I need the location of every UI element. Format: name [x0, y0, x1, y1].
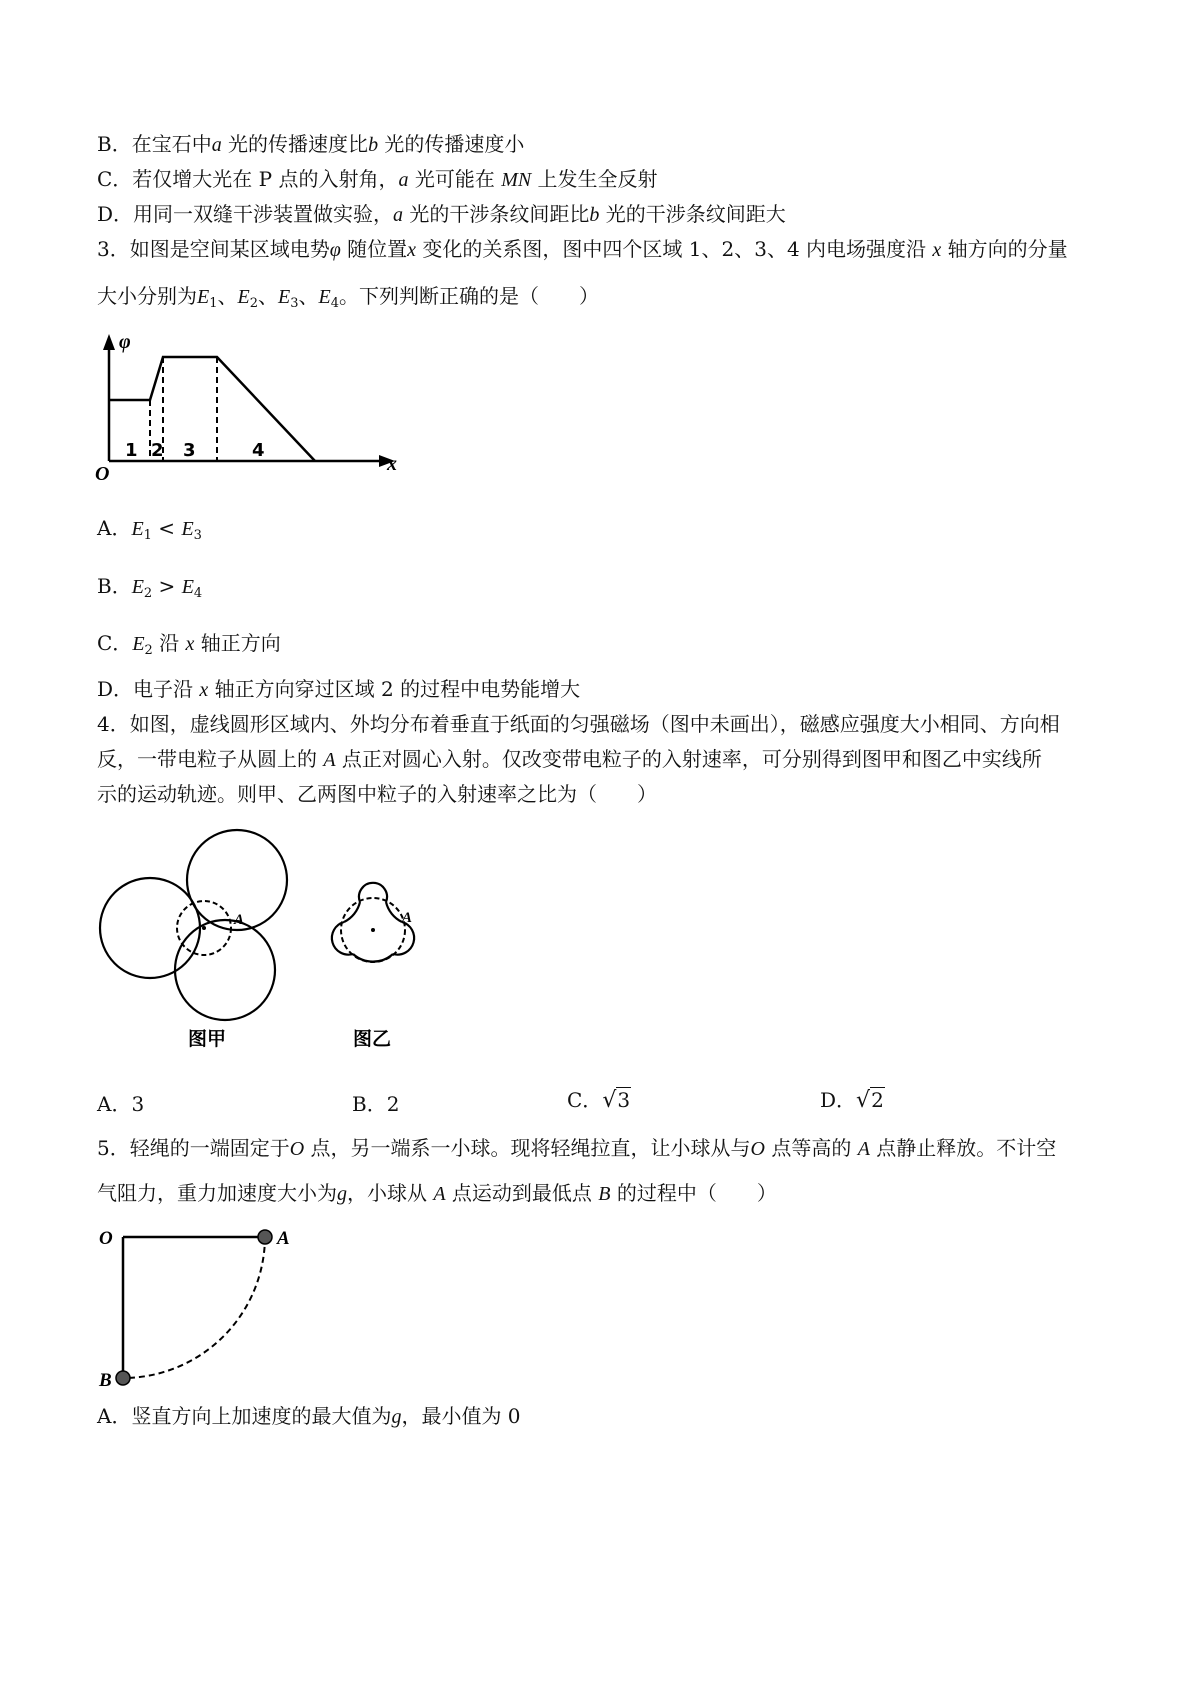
- subscript: 2: [144, 643, 153, 658]
- option-text: D．电子沿: [97, 677, 194, 701]
- option-text: 光的传播速度小: [378, 132, 525, 156]
- var-phi: φ: [329, 239, 341, 261]
- stem-text: 点静止释放。不计空: [869, 1136, 1057, 1160]
- sqrt-value: 3: [617, 1088, 631, 1112]
- var-a: A: [857, 1138, 870, 1160]
- var-g: g: [391, 1406, 402, 1428]
- option-text: ，最小值为 0: [401, 1404, 521, 1428]
- var-a: A: [323, 749, 336, 771]
- pendulum-figure: [95, 1215, 315, 1400]
- option-label: A．: [97, 516, 132, 540]
- q3-stem-line1: [97, 233, 1068, 262]
- option-label: C．: [97, 631, 133, 655]
- caption-jia: 图甲: [188, 1028, 227, 1050]
- stem-text: 随位置: [340, 237, 408, 261]
- var-mn: MN: [501, 169, 532, 191]
- ball-at-b: [116, 1371, 130, 1385]
- q2-option-c: [97, 163, 658, 192]
- var-e: E: [237, 286, 250, 308]
- var-e: E: [181, 576, 194, 598]
- var-o: O: [750, 1138, 765, 1160]
- trajectory-circle-bottom: [175, 920, 275, 1020]
- subscript: 1: [143, 528, 152, 543]
- subscript: 1: [209, 296, 218, 311]
- var-x: x: [199, 679, 209, 701]
- option-label: D．: [820, 1088, 857, 1112]
- var-a: a: [211, 134, 222, 156]
- q4-stem-line2: [97, 743, 1042, 772]
- figure-yi: [320, 860, 440, 1065]
- var-a: A: [433, 1183, 446, 1205]
- separator: 、: [298, 284, 319, 308]
- q5-stem-line1: [97, 1132, 1056, 1161]
- stem-text: 。下列判断正确的是（ ）: [339, 284, 599, 308]
- stem-text: 反，一带电粒子从圆上的: [97, 747, 317, 771]
- option-text: C．若仅增大光在 P 点的入射角，: [97, 167, 399, 191]
- region-3-label: 3: [183, 440, 196, 461]
- option-text: 轴正方向: [194, 631, 281, 655]
- q2-option-d: [97, 198, 786, 227]
- point-a-label: A: [402, 910, 413, 926]
- stem-text: 点，另一端系一小球。现将轻绳拉直，让小球从与: [304, 1136, 751, 1160]
- var-b: b: [368, 134, 379, 156]
- option-text: 光的干涉条纹间距大: [599, 202, 786, 226]
- var-a: a: [393, 204, 404, 226]
- var-e: E: [132, 633, 145, 655]
- stem-text: 点等高的: [765, 1136, 852, 1160]
- center-dot: [202, 926, 206, 930]
- point-o-label: O: [99, 1228, 113, 1249]
- option-text: 轴正方向穿过区域 2 的过程中电势能增大: [208, 677, 581, 701]
- q4-option-a: A．3: [97, 1092, 145, 1116]
- q2-option-b: [97, 128, 524, 157]
- var-a: a: [398, 169, 409, 191]
- stem-text: 变化的关系图，图中四个区域 1、2、3、4 内电场强度沿: [416, 237, 927, 261]
- var-x: x: [932, 239, 942, 261]
- caption-yi: 图乙: [353, 1028, 392, 1050]
- center-dot: [371, 928, 375, 932]
- region-2-label: 2: [151, 440, 164, 461]
- stem-text: 气阻力，重力加速度大小为: [97, 1181, 337, 1205]
- potential-graph: [95, 330, 425, 490]
- var-e: E: [197, 286, 210, 308]
- q3-option-d: [97, 673, 580, 702]
- stem-text: 大小分别为: [97, 284, 197, 308]
- var-e: E: [131, 576, 144, 598]
- ball-at-a: [258, 1230, 272, 1244]
- subscript: 3: [193, 528, 202, 543]
- q3-option-b: [97, 570, 202, 601]
- q3-stem-line2: [97, 280, 599, 311]
- var-b: B: [598, 1183, 611, 1205]
- trajectory-circle-left: [100, 878, 200, 978]
- region-4-label: 4: [252, 440, 265, 461]
- ball-trajectory-dashed: [123, 1237, 265, 1378]
- option-text: A．竖直方向上加速度的最大值为: [97, 1404, 392, 1428]
- sqrt-sign: √: [856, 1088, 871, 1113]
- q4-stem-line3: [97, 778, 657, 807]
- sqrt-value: 2: [871, 1088, 884, 1112]
- option-label: C．: [567, 1088, 603, 1112]
- var-o: O: [289, 1138, 305, 1160]
- phi-label: φ: [119, 331, 131, 353]
- var-b: b: [589, 204, 600, 226]
- option-label: B．: [97, 574, 132, 598]
- option-text: 上发生全反射: [531, 167, 658, 191]
- stem-text: 示的运动轨迹。则甲、乙两图中粒子的入射速率之比为（ ）: [97, 782, 657, 806]
- var-x: x: [407, 239, 417, 261]
- var-e: E: [318, 286, 331, 308]
- point-b-label: B: [99, 1370, 112, 1391]
- subscript: 3: [290, 296, 299, 311]
- origin-label: O: [95, 463, 110, 485]
- x-label: x: [387, 453, 397, 475]
- potential-curve: [109, 357, 315, 461]
- relation: <: [151, 516, 182, 540]
- stem-text: 点正对圆心入射。仅改变带电粒子的入射速率，可分别得到图甲和图乙中实线所: [335, 747, 1042, 771]
- q4-option-c: [567, 1084, 631, 1113]
- point-a-label: A: [234, 912, 245, 928]
- phi-axis-arrow: [103, 334, 115, 350]
- option-text: B．在宝石中: [97, 132, 212, 156]
- var-x: x: [185, 633, 195, 655]
- separator: 、: [217, 284, 238, 308]
- stem-text: 轴方向的分量: [941, 237, 1068, 261]
- q4-option-d: [820, 1084, 885, 1113]
- q4-option-b: B．2: [352, 1092, 400, 1116]
- q3-option-a: [97, 512, 202, 543]
- option-text: 光的干涉条纹间距比: [403, 202, 590, 226]
- stem-text: 4．如图，虚线圆形区域内、外均分布着垂直于纸面的匀强磁场（图中未画出），磁感应强度大小相同、方向相: [97, 712, 1060, 736]
- q5-stem-line2: [97, 1177, 777, 1206]
- stem-text: 的过程中（ ）: [610, 1181, 777, 1205]
- figure-jia: [92, 825, 302, 1065]
- q3-option-c: [97, 627, 281, 658]
- var-e: E: [181, 518, 194, 540]
- subscript: 4: [330, 296, 339, 311]
- trajectory-arc: [353, 954, 393, 962]
- relation: >: [152, 574, 182, 598]
- stem-text: 点运动到最低点: [445, 1181, 592, 1205]
- q5-option-a: [97, 1400, 521, 1429]
- separator: 、: [258, 284, 278, 308]
- option-text: 光可能在: [408, 167, 495, 191]
- region-1-label: 1: [125, 440, 138, 461]
- sqrt-sign: √: [602, 1088, 617, 1113]
- subscript: 2: [249, 296, 258, 311]
- option-text: 光的传播速度比: [221, 132, 369, 156]
- stem-text: 5．轻绳的一端固定于: [97, 1136, 290, 1160]
- var-e: E: [131, 518, 144, 540]
- subscript: 4: [193, 586, 203, 601]
- stem-text: ，小球从: [347, 1181, 427, 1205]
- subscript: 2: [143, 586, 153, 601]
- var-g: g: [337, 1183, 347, 1205]
- q4-stem-line1: [97, 708, 1060, 737]
- var-e: E: [278, 286, 291, 308]
- option-text: D．用同一双缝干涉装置做实验，: [97, 202, 394, 226]
- point-a-label: A: [277, 1228, 290, 1249]
- option-text: 沿: [152, 631, 186, 655]
- stem-text: 3．如图是空间某区域电势: [97, 237, 330, 261]
